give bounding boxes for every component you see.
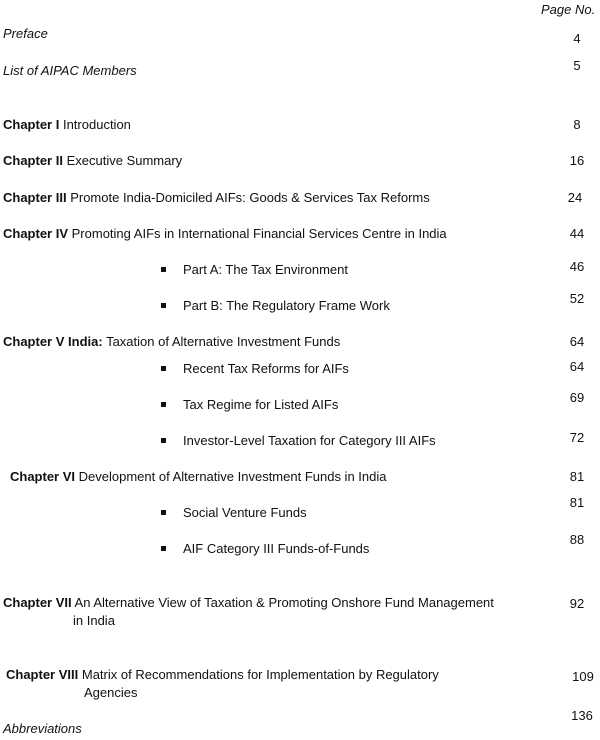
toc-entry-chapter-4[interactable] [3, 226, 447, 242]
toc-entry-chapter-7-continued: in India [73, 613, 115, 628]
bullet-icon [161, 402, 166, 407]
chapter-title: Taxation of Alternative Investment Funds [106, 334, 341, 349]
toc-page-part-a: 46 [569, 259, 585, 274]
toc-page-chapter-6: 81 [569, 469, 585, 484]
chapter-label: Chapter VIII [6, 667, 79, 682]
toc-subentry-aif-category-iii-fof[interactable]: AIF Category III Funds-of-Funds [183, 541, 370, 556]
bullet-icon [161, 267, 166, 272]
bullet-icon [161, 438, 166, 443]
toc-entry-aipac-members[interactable]: List of AIPAC Members [3, 63, 137, 78]
toc-subentry-investor-level-taxation[interactable]: Investor-Level Taxation for Category III AIFs [183, 433, 436, 448]
toc-page-recent-tax-reforms: 64 [569, 359, 585, 374]
toc-subentry-tax-regime-listed[interactable]: Tax Regime for Listed AIFs [183, 397, 339, 412]
bullet-icon [161, 546, 166, 551]
toc-subentry-part-a[interactable]: Part A: The Tax Environment [183, 262, 348, 277]
toc-page-aipac-members: 5 [573, 58, 581, 73]
toc-entry-abbreviations[interactable]: Abbreviations [3, 721, 82, 736]
chapter-title: Promoting AIFs in International Financial Services Centre in India [71, 226, 447, 241]
chapter-title: Introduction [62, 117, 131, 132]
toc-page-chapter-4: 44 [569, 226, 585, 241]
toc-page-chapter-3: 24 [567, 190, 583, 205]
chapter-title: Executive Summary [66, 153, 183, 168]
toc-subentry-social-venture-funds[interactable]: Social Venture Funds [183, 505, 307, 520]
bullet-icon [161, 366, 166, 371]
chapter-label: Chapter V India: [3, 334, 103, 349]
chapter-label: Chapter VI [10, 469, 76, 484]
bullet-icon [161, 303, 166, 308]
chapter-label: Chapter IV [3, 226, 69, 241]
chapter-title: Development of Alternative Investment Funds in India [78, 469, 387, 484]
chapter-label: Chapter II [3, 153, 63, 168]
toc-page-chapter-5: 64 [569, 334, 585, 349]
bullet-icon [161, 510, 166, 515]
toc-subentry-part-b[interactable]: Part B: The Regulatory Frame Work [183, 298, 390, 313]
toc-page-part-b: 52 [569, 291, 585, 306]
toc-entry-chapter-5[interactable] [3, 334, 340, 350]
toc-entry-chapter-7[interactable] [3, 595, 494, 611]
chapter-label: Chapter I [3, 117, 60, 132]
toc-page-chapter-1: 8 [573, 117, 581, 132]
toc-page-tax-regime-listed: 69 [569, 390, 585, 405]
chapter-label: Chapter VII [3, 595, 72, 610]
toc-entry-chapter-3[interactable] [3, 190, 430, 206]
toc-entry-chapter-8[interactable] [6, 667, 439, 683]
toc-page-abbreviations: 136 [571, 708, 593, 723]
toc-entry-chapter-1[interactable] [3, 117, 131, 133]
toc-entry-chapter-2[interactable] [3, 153, 182, 169]
toc-entry-chapter-6[interactable] [10, 469, 386, 485]
toc-page-chapter-7: 92 [569, 596, 585, 611]
toc-page-chapter-2: 16 [569, 153, 585, 168]
chapter-title: An Alternative View of Taxation & Promoting Onshore Fund Management [74, 595, 494, 610]
page-number-header: Page No. [541, 2, 596, 17]
toc-entry-chapter-8-continued: Agencies [84, 685, 138, 700]
toc-entry-preface[interactable]: Preface [3, 26, 48, 41]
chapter-title: Promote India-Domiciled AIFs: Goods & Services Tax Reforms [70, 190, 430, 205]
toc-page-chapter-8: 109 [572, 669, 594, 684]
chapter-title: Matrix of Recommendations for Implementation by Regulatory [81, 667, 439, 682]
toc-page-preface: 4 [573, 31, 581, 46]
toc-subentry-recent-tax-reforms[interactable]: Recent Tax Reforms for AIFs [183, 361, 349, 376]
toc-page-social-venture-funds: 81 [569, 495, 585, 510]
toc-page-investor-level-taxation: 72 [569, 430, 585, 445]
toc-page-aif-category-iii-fof: 88 [569, 532, 585, 547]
chapter-label: Chapter III [3, 190, 67, 205]
